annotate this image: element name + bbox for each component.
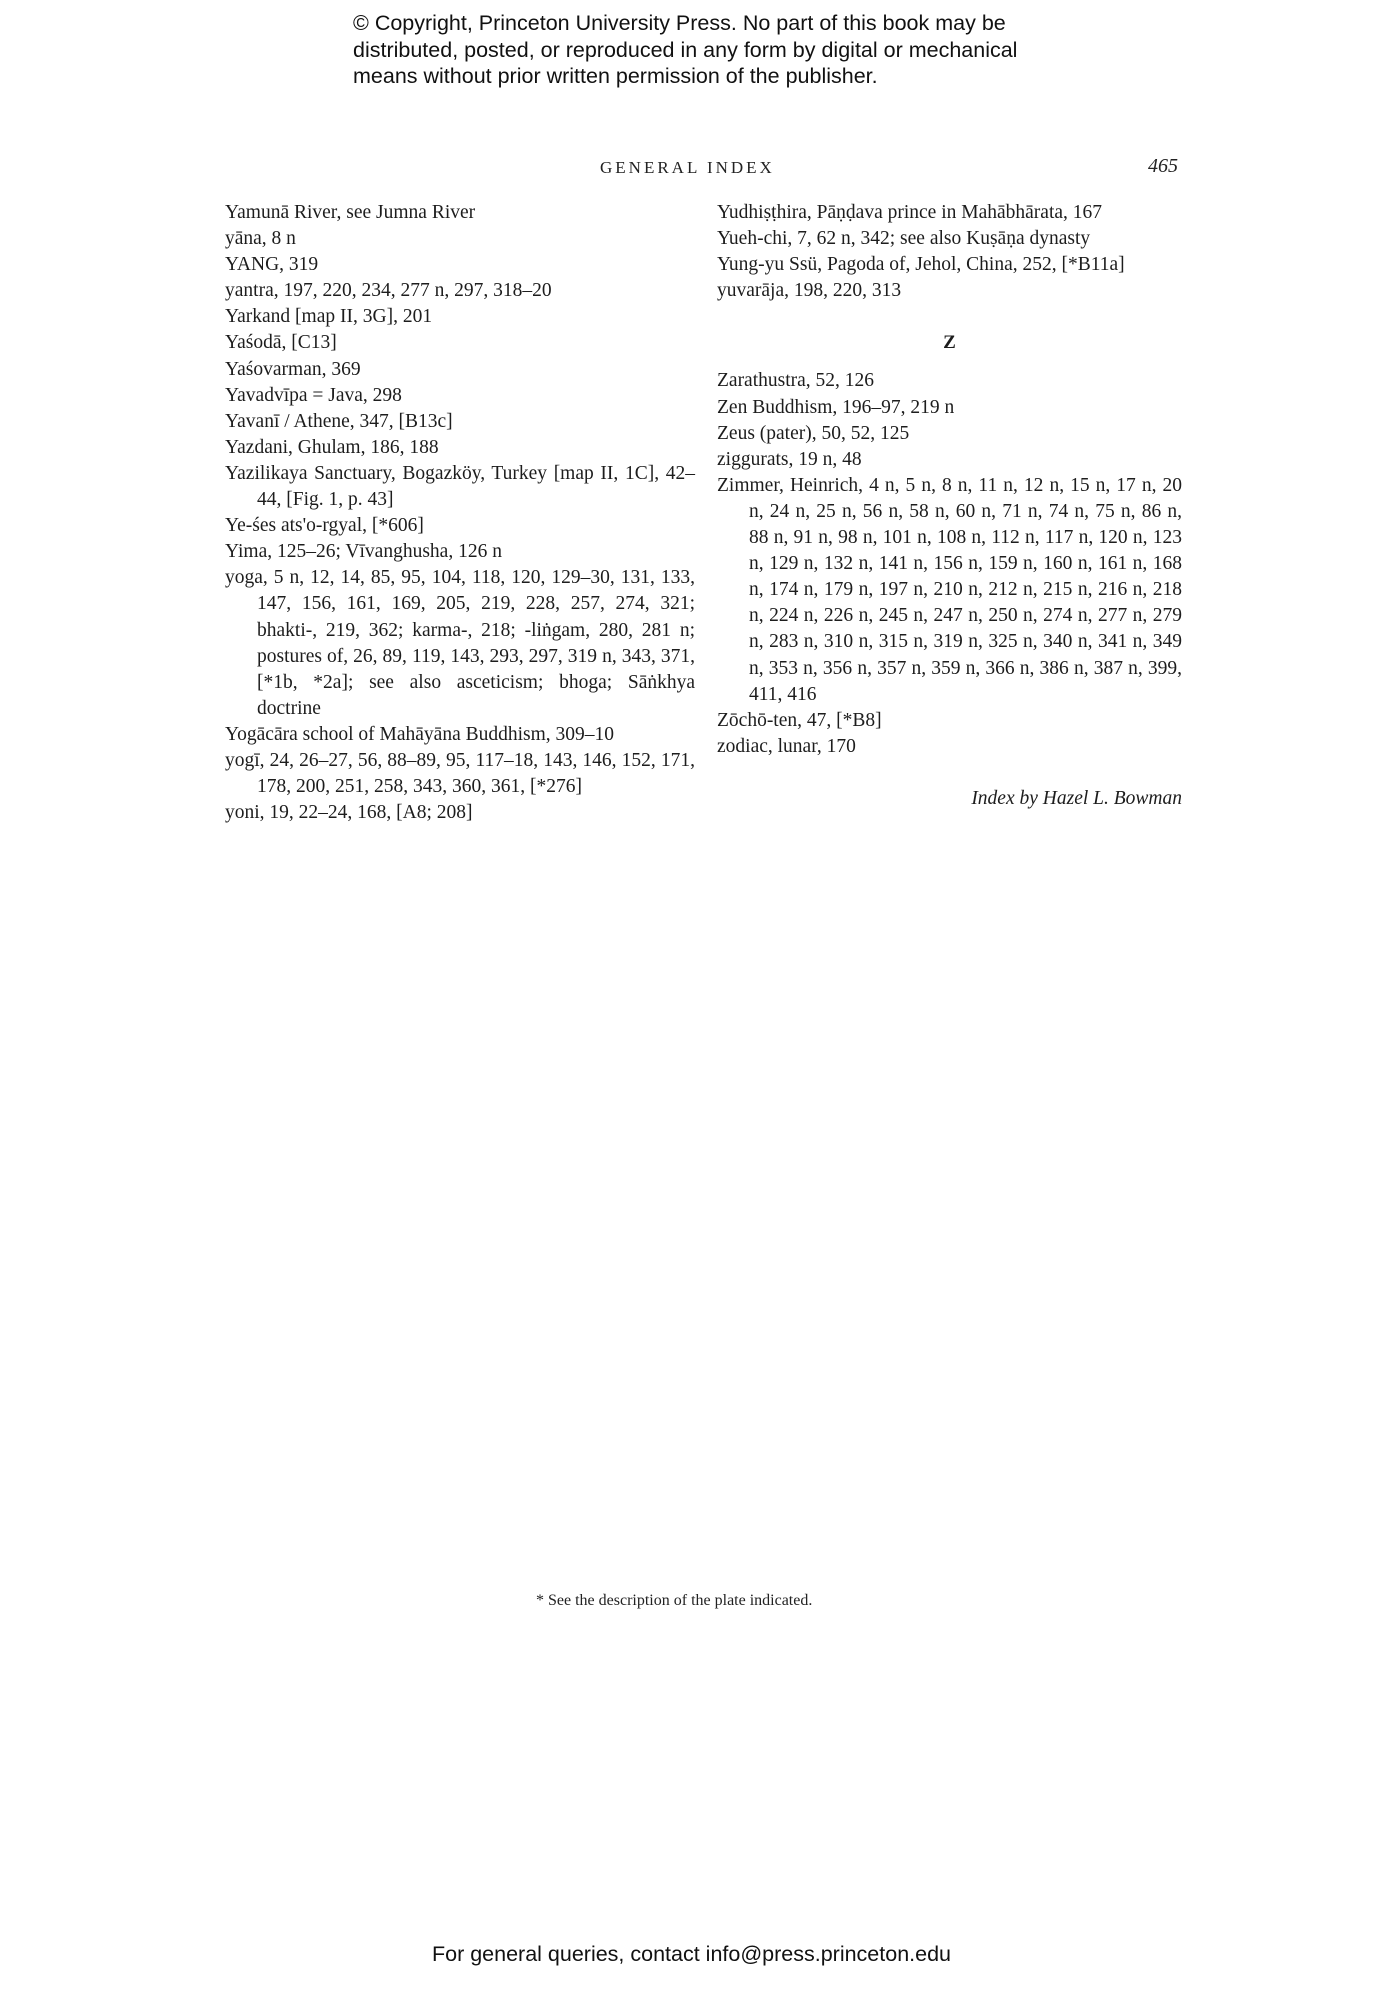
- running-head: GENERAL INDEX: [600, 158, 775, 177]
- index-entry: yoni, 19, 22–24, 168, [A8; 208]: [225, 802, 473, 824]
- index-entry: Yudhiṣṭhira, Pāṇḍava prince in Mahābhārata, 167: [717, 202, 1103, 223]
- index-entry: Yaśovarman, 369: [225, 358, 361, 380]
- contact-footer: For general queries, contact info@press.princeton.edu: [432, 1942, 952, 1966]
- index-entry: yāna, 8 n: [225, 228, 296, 250]
- index-entry: Ye-śes ats'o-rgyal, [*606]: [225, 515, 424, 537]
- index-entry: Zarathustra, 52, 126: [717, 370, 875, 392]
- index-entry: YANG, 319: [225, 254, 319, 276]
- index-entry: Zōchō-ten, 47, [*B8]: [717, 709, 882, 731]
- index-entry: Yaśodā, [C13]: [225, 332, 337, 354]
- index-entry: Zen Buddhism, 196–97, 219 n: [717, 396, 955, 418]
- footnote: * See the description of the plate indicated.: [536, 1592, 813, 1609]
- copyright-notice: © Copyright, Princeton University Press. No part of this book may be distributed, posted, or reproduced in any form by digital or mechanical means without prior written permission of the publisher.: [353, 11, 1018, 88]
- index-entry: zodiac, lunar, 170: [717, 735, 856, 757]
- section-letter-heading: Z: [943, 332, 956, 354]
- index-entry: Yung-yu Ssü, Pagoda of, Jehol, China, 252, [*B11a]: [717, 254, 1125, 276]
- index-column-right: [717, 200, 1182, 831]
- index-entry: Yavadvīpa = Java, 298: [225, 384, 402, 406]
- page-number: 465: [1148, 155, 1178, 177]
- index-entry: Yazilikaya Sanctuary, Bogazköy, Turkey [map II, 1C], 42–44, [Fig. 1, p. 43]: [225, 462, 695, 511]
- index-entry: Zeus (pater), 50, 52, 125: [717, 422, 910, 444]
- index-entry: Yima, 125–26; Vīvanghusha, 126 n: [225, 541, 502, 563]
- index-entry: Yarkand [map II, 3G], 201: [225, 306, 433, 328]
- index-column-left: [225, 200, 695, 826]
- index-entry: yoga, 5 n, 12, 14, 85, 95, 104, 118, 120, 129–30, 131, 133, 147, 156, 161, 169, 205, 219, 228, 257, 274, 321; bhakti-, 219, 362; karma-, 218; -liṅgam, 280, 281 n; postures of, 26, 89, 119, 143, 293, 297, 319 n, 343, 371, [*1b, *2a]; see also asceticism; bhoga; Sāṅkhya doctrine: [225, 567, 695, 719]
- index-entry: yuvarāja, 198, 220, 313: [717, 280, 902, 302]
- index-entry: yogī, 24, 26–27, 56, 88–89, 95, 117–18, 143, 146, 152, 171, 178, 200, 251, 258, 343, 360, 361, [*276]: [225, 749, 695, 798]
- index-entry: Yavanī / Athene, 347, [B13c]: [225, 410, 453, 432]
- index-entry: yantra, 197, 220, 234, 277 n, 297, 318–20: [225, 280, 552, 302]
- index-entry: ziggurats, 19 n, 48: [717, 448, 862, 470]
- index-entry: Yueh-chi, 7, 62 n, 342; see also Kuṣāṇa dynasty: [717, 228, 1091, 250]
- index-entry: Yazdani, Ghulam, 186, 188: [225, 436, 439, 458]
- index-credit: Index by Hazel L. Bowman: [971, 787, 1182, 809]
- index-entry: Yamunā River, see Jumna River: [225, 202, 476, 223]
- index-entry: Zimmer, Heinrich, 4 n, 5 n, 8 n, 11 n, 12 n, 15 n, 17 n, 20 n, 24 n, 25 n, 56 n, 58 n, 60 n, 71 n, 74 n, 75 n, 86 n, 88 n, 91 n, 98 n, 101 n, 108 n, 112 n, 117 n, 120 n, 123 n, 129 n, 132 n, 141 n, 156 n, 159 n, 160 n, 161 n, 168 n, 174 n, 179 n, 197 n, 210 n, 212 n, 215 n, 216 n, 218 n, 224 n, 226 n, 245 n, 247 n, 250 n, 274 n, 277 n, 279 n, 283 n, 310 n, 315 n, 319 n, 325 n, 340 n, 341 n, 349 n, 353 n, 356 n, 357 n, 359 n, 366 n, 386 n, 387 n, 399, 411, 416: [717, 474, 1182, 705]
- index-entry: Yogācāra school of Mahāyāna Buddhism, 309–10: [225, 723, 615, 745]
